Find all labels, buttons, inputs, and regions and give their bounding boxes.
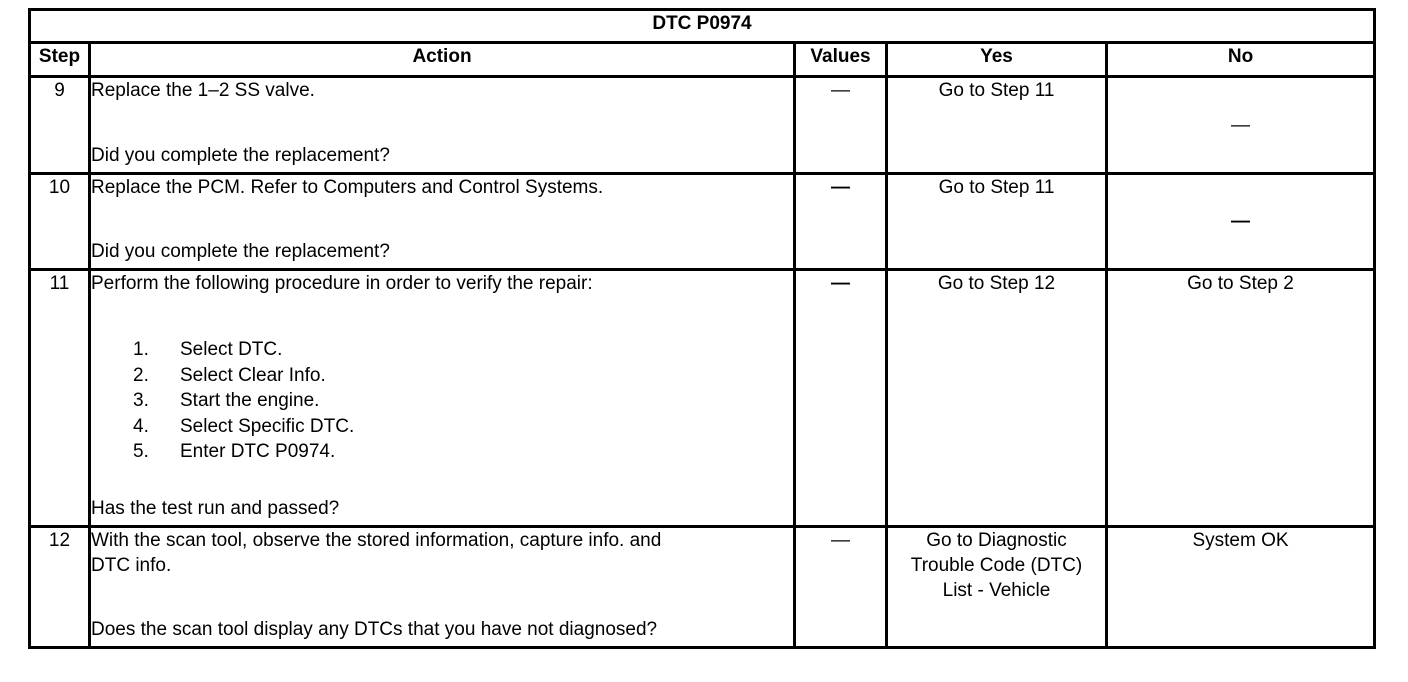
action-question: Did you complete the replacement?	[91, 145, 390, 166]
no-cell: Go to Step 2	[1107, 270, 1375, 527]
action-question: Has the test run and passed?	[91, 498, 340, 519]
list-item-text: Select Clear Info.	[180, 364, 326, 386]
yes-text: Go to Diagnostic	[926, 530, 1067, 551]
yes-cell: Go to Step 11	[887, 77, 1107, 174]
no-cell: —	[1107, 77, 1375, 174]
no-cell: —	[1107, 174, 1375, 270]
list-item-text: Select DTC.	[180, 339, 283, 360]
values-cell: —	[795, 174, 887, 270]
table-row	[30, 77, 1375, 174]
yes-cell	[887, 527, 1107, 648]
action-text: Replace the PCM. Refer to Computers and Control Systems.	[91, 177, 604, 198]
header-no: No	[1107, 43, 1375, 77]
list-item-text: Select Specific DTC.	[180, 415, 355, 437]
table-row	[30, 270, 1375, 527]
dtc-table	[28, 8, 1376, 649]
step-number: 12	[30, 527, 90, 648]
header-values: Values	[795, 43, 887, 77]
yes-cell: Go to Step 12	[887, 270, 1107, 527]
step-number: 9	[30, 77, 90, 174]
header-yes: Yes	[887, 43, 1107, 77]
yes-text: Trouble Code (DTC)	[910, 555, 1083, 576]
values-cell: —	[795, 527, 887, 648]
list-item-number: 3.	[133, 390, 149, 411]
list-item-number: 5.	[133, 441, 149, 462]
values-cell: —	[795, 77, 887, 174]
header-step: Step	[30, 43, 90, 77]
list-item	[133, 363, 354, 389]
action-text: With the scan tool, observe the stored information, capture info. and	[91, 530, 662, 551]
list-item	[133, 414, 354, 440]
table-row	[30, 174, 1375, 270]
table-row	[30, 527, 1375, 648]
list-item	[133, 388, 354, 414]
action-text: DTC info.	[91, 555, 172, 576]
step-number: 10	[30, 174, 90, 270]
action-cell	[90, 174, 795, 270]
list-item-number: 1.	[133, 339, 149, 360]
yes-text: List - Vehicle	[942, 580, 1051, 601]
header-action: Action	[90, 43, 795, 77]
list-item	[133, 439, 354, 465]
action-cell	[90, 527, 795, 648]
no-cell: System OK	[1107, 527, 1375, 648]
action-question: Did you complete the replacement?	[91, 241, 390, 262]
action-text: Perform the following procedure in order to verify the repair:	[91, 273, 593, 294]
list-item-text: Start the engine.	[180, 390, 320, 411]
list-item	[133, 337, 354, 363]
values-cell: —	[795, 270, 887, 527]
action-cell	[90, 77, 795, 174]
action-cell	[90, 270, 795, 527]
list-item-number: 2.	[133, 364, 149, 386]
action-text: Replace the 1–2 SS valve.	[91, 80, 315, 101]
step-number: 11	[30, 270, 90, 527]
procedure-list	[133, 337, 354, 465]
list-item-text: Enter DTC P0974.	[180, 441, 336, 462]
table-title: DTC P0974	[30, 10, 1375, 43]
yes-cell: Go to Step 11	[887, 174, 1107, 270]
list-item-number: 4.	[133, 415, 149, 437]
action-question: Does the scan tool display any DTCs that you have not diagnosed?	[91, 619, 658, 640]
